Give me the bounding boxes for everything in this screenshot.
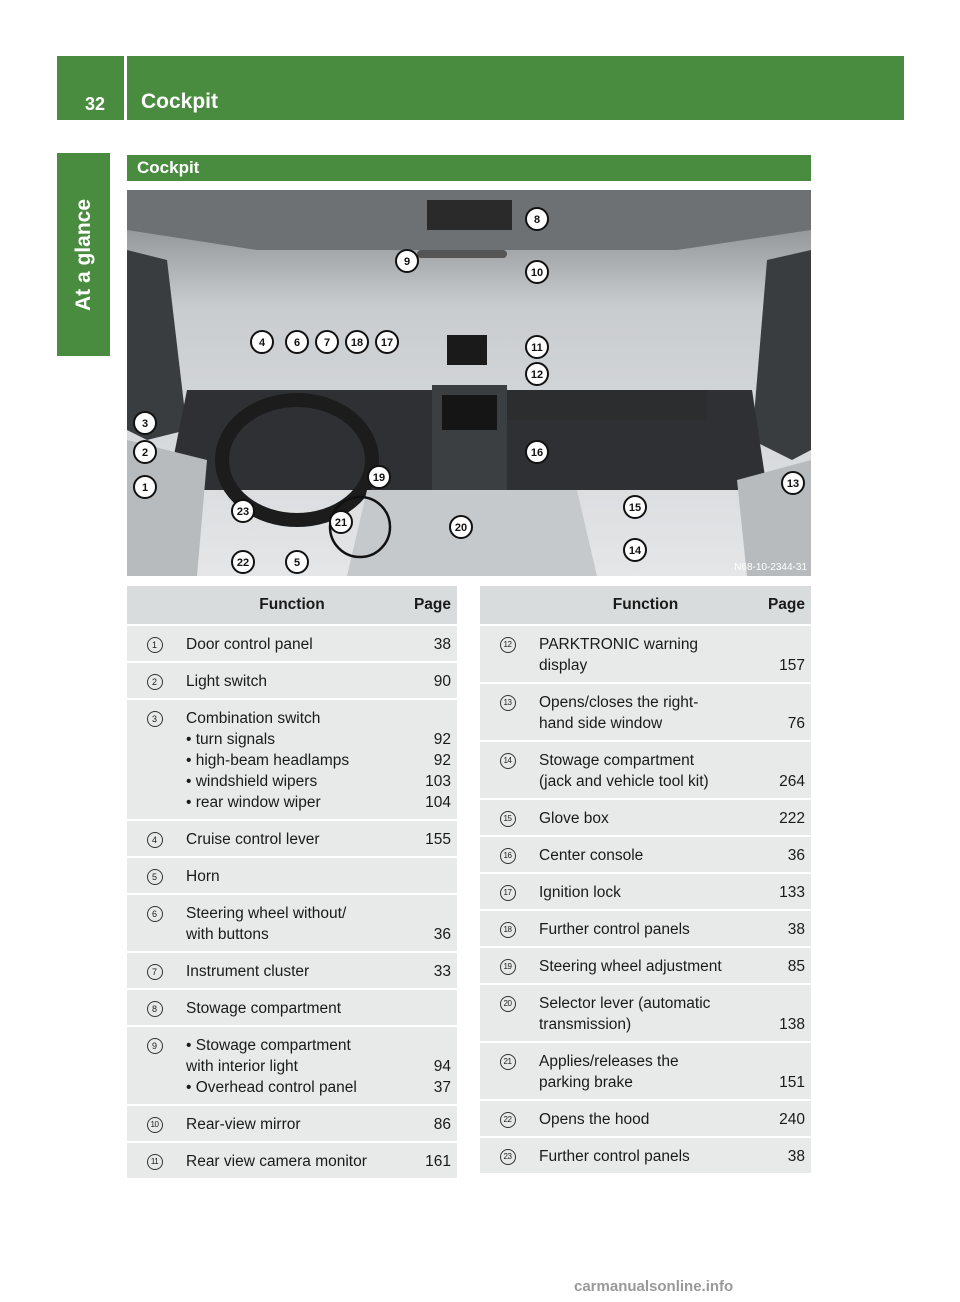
callout-21 [330, 511, 352, 533]
function-cell [535, 910, 756, 947]
item-number: 16 [500, 848, 516, 864]
item-number: 4 [147, 832, 163, 848]
function-cell [182, 820, 402, 857]
item-number: 17 [500, 885, 516, 901]
function-text: Ignition lock [539, 884, 621, 901]
callout-19 [368, 466, 390, 488]
item-number: 14 [500, 753, 516, 769]
sub-item [186, 792, 457, 813]
function-text: Rear-view mirror [186, 1116, 301, 1133]
function-cell [182, 1105, 402, 1142]
table-row [480, 873, 811, 910]
callout-11 [526, 336, 548, 358]
function-text: Steering wheel without/ with buttons [186, 905, 347, 943]
function-text: PARKTRONIC warning display [539, 636, 699, 674]
page-header [57, 56, 904, 120]
item-number-cell [480, 984, 535, 1042]
sub-item-page: 37 [433, 1079, 451, 1096]
page-cell [402, 989, 457, 1026]
item-number-cell [480, 1042, 535, 1100]
svg-text:8: 8 [533, 214, 541, 226]
page-cell: 86 [402, 1105, 457, 1142]
svg-text:13: 13 [786, 478, 800, 490]
sub-item-page: 104 [425, 794, 451, 811]
sub-item-page: 103 [425, 773, 451, 790]
callout-9 [396, 250, 418, 272]
function-cell [535, 1042, 756, 1100]
table-row [127, 952, 457, 989]
callout-20 [450, 516, 472, 538]
table-row [480, 910, 811, 947]
function-cell [182, 1142, 402, 1179]
section-heading [127, 155, 811, 181]
item-number: 9 [147, 1038, 163, 1054]
function-cell [182, 699, 457, 820]
callout-14 [624, 539, 646, 561]
page-cell: 76 [756, 683, 811, 741]
svg-text:23: 23 [236, 506, 250, 518]
col-function: Function [182, 586, 402, 625]
table-row [480, 1100, 811, 1137]
table-row [480, 625, 811, 683]
table-row [127, 989, 457, 1026]
callout-18 [346, 331, 368, 353]
svg-text:4: 4 [258, 337, 266, 349]
function-cell [535, 799, 756, 836]
col-function: Function [535, 586, 756, 625]
item-number: 11 [147, 1154, 163, 1170]
function-cell [182, 625, 402, 662]
item-number: 18 [500, 922, 516, 938]
watermark: carmanualsonline.info [574, 1278, 734, 1295]
table-row [480, 1137, 811, 1174]
item-number-cell [480, 947, 535, 984]
page-cell: 36 [756, 836, 811, 873]
item-number-cell [127, 820, 182, 857]
function-cell [535, 1137, 756, 1174]
function-cell [182, 894, 402, 952]
table-row [127, 894, 457, 952]
item-number-cell [127, 952, 182, 989]
callout-7 [316, 331, 338, 353]
callout-6 [286, 331, 308, 353]
item-number: 23 [500, 1149, 516, 1165]
col-num [480, 586, 535, 625]
callout-8 [526, 208, 548, 230]
svg-text:15: 15 [628, 502, 642, 514]
svg-text:3: 3 [141, 418, 149, 430]
svg-text:1: 1 [141, 482, 149, 494]
cockpit-photo [127, 190, 811, 576]
item-number-cell [480, 910, 535, 947]
item-number-cell [127, 1105, 182, 1142]
table-row [480, 1042, 811, 1100]
item-number: 8 [147, 1001, 163, 1017]
item-number-cell [127, 894, 182, 952]
svg-text:14: 14 [628, 545, 642, 557]
callout-17 [376, 331, 398, 353]
table-row [480, 741, 811, 799]
item-number-cell [480, 836, 535, 873]
svg-text:16: 16 [530, 447, 544, 459]
section-title: Cockpit [137, 158, 200, 177]
sub-item [186, 750, 457, 771]
function-table-left [127, 586, 457, 1180]
item-number: 20 [500, 996, 516, 1012]
function-cell [535, 741, 756, 799]
item-number: 2 [147, 674, 163, 690]
item-number-cell [127, 625, 182, 662]
sub-item-page: 94 [433, 1058, 451, 1075]
page-cell: 36 [402, 894, 457, 952]
item-number: 10 [147, 1117, 163, 1133]
function-cell [182, 1026, 457, 1105]
function-text: Selector lever (automatic transmission) [539, 995, 711, 1033]
sub-item-text: • windshield wipers [186, 773, 318, 790]
item-number: 7 [147, 964, 163, 980]
item-number: 21 [500, 1054, 516, 1070]
function-cell [535, 1100, 756, 1137]
page-cell [402, 857, 457, 894]
callout-22 [232, 551, 254, 573]
function-text: Opens/closes the right- hand side window [539, 694, 699, 732]
function-text: Further control panels [539, 921, 690, 938]
function-cell [535, 947, 756, 984]
function-text: Center console [539, 847, 644, 864]
sub-item-text: • rear window wiper [186, 794, 321, 811]
item-number-cell [480, 1137, 535, 1174]
col-num [127, 586, 182, 625]
callout-4 [251, 331, 273, 353]
sub-items [186, 1035, 457, 1098]
sub-item [186, 1035, 457, 1077]
function-text: Opens the hood [539, 1111, 650, 1128]
function-text: Instrument cluster [186, 963, 310, 980]
item-number: 13 [500, 695, 516, 711]
col-page: Page [402, 586, 457, 625]
table-row [127, 1142, 457, 1179]
item-number: 1 [147, 637, 163, 653]
table-row [127, 625, 457, 662]
callout-1 [134, 476, 156, 498]
page-cell: 38 [756, 910, 811, 947]
item-number-cell [480, 625, 535, 683]
svg-text:22: 22 [236, 557, 250, 569]
table-row [127, 662, 457, 699]
svg-text:12: 12 [530, 369, 544, 381]
function-cell [535, 683, 756, 741]
sub-item [186, 771, 457, 792]
item-number: 12 [500, 637, 516, 653]
function-text: Door control panel [186, 636, 313, 653]
svg-text:21: 21 [334, 517, 348, 529]
svg-text:10: 10 [530, 267, 544, 279]
svg-text:17: 17 [380, 337, 394, 349]
item-number-cell [127, 1142, 182, 1179]
sub-item-page: 92 [433, 731, 451, 748]
item-number: 5 [147, 869, 163, 885]
item-number-cell [480, 741, 535, 799]
item-number: 6 [147, 906, 163, 922]
svg-text:9: 9 [403, 256, 411, 268]
table-row [127, 699, 457, 820]
table-row [480, 947, 811, 984]
function-text: Combination switch [186, 710, 321, 727]
svg-text:5: 5 [293, 557, 301, 569]
function-cell [535, 836, 756, 873]
item-number-cell [127, 662, 182, 699]
item-number-cell [480, 683, 535, 741]
sub-item-text: • turn signals [186, 731, 275, 748]
svg-text:6: 6 [293, 337, 301, 349]
item-number-cell [127, 1026, 182, 1105]
callout-12 [526, 363, 548, 385]
callout-2 [134, 441, 156, 463]
page-cell: 33 [402, 952, 457, 989]
function-cell [182, 989, 402, 1026]
callout-15 [624, 496, 646, 518]
function-cell [535, 873, 756, 910]
item-number-cell [480, 1100, 535, 1137]
callout-13 [782, 472, 804, 494]
callout-10 [526, 261, 548, 283]
item-number-cell [127, 989, 182, 1026]
item-number-cell [480, 873, 535, 910]
page-cell: 133 [756, 873, 811, 910]
function-text: Glove box [539, 810, 609, 827]
col-page: Page [756, 586, 811, 625]
page-cell: 155 [402, 820, 457, 857]
item-number: 22 [500, 1112, 516, 1128]
function-cell [182, 857, 402, 894]
page-cell: 161 [402, 1142, 457, 1179]
function-cell [535, 984, 756, 1042]
callout-16 [526, 441, 548, 463]
page-title: Cockpit [141, 90, 219, 113]
function-text: Light switch [186, 673, 267, 690]
function-text: Horn [186, 868, 220, 885]
sub-items [186, 729, 457, 813]
item-number-cell [480, 799, 535, 836]
svg-text:7: 7 [323, 337, 331, 349]
sub-item [186, 1077, 457, 1098]
header-divider [124, 56, 127, 120]
function-text: Further control panels [539, 1148, 690, 1165]
item-number: 3 [147, 711, 163, 727]
page-number: 32 [85, 94, 106, 114]
page-cell: 240 [756, 1100, 811, 1137]
chapter-tab [57, 153, 110, 356]
table-row [127, 820, 457, 857]
item-number: 19 [500, 959, 516, 975]
function-cell [535, 625, 756, 683]
function-table-right [480, 586, 811, 1175]
page-cell: 85 [756, 947, 811, 984]
svg-text:18: 18 [350, 337, 364, 349]
sub-item-text: • Overhead control panel [186, 1079, 357, 1096]
function-text: Applies/releases the parking brake [539, 1053, 679, 1091]
page-cell: 151 [756, 1042, 811, 1100]
item-number: 15 [500, 811, 516, 827]
page-cell: 157 [756, 625, 811, 683]
image-code: N68-10-2344-31 [734, 562, 807, 573]
sub-item-text: • Stowage compartment with interior light [186, 1037, 351, 1075]
callout-23 [232, 500, 254, 522]
sub-item [186, 729, 457, 750]
item-number-cell [127, 699, 182, 820]
function-cell [182, 662, 402, 699]
page-cell: 138 [756, 984, 811, 1042]
page-cell: 38 [402, 625, 457, 662]
function-text: Stowage compartment [186, 1000, 342, 1017]
table-row [127, 857, 457, 894]
page-cell: 38 [756, 1137, 811, 1174]
callout-3 [134, 412, 156, 434]
function-text: Cruise control lever [186, 831, 320, 848]
svg-text:19: 19 [372, 472, 386, 484]
sub-item-text: • high-beam headlamps [186, 752, 350, 769]
table-row [127, 1026, 457, 1105]
page-cell: 90 [402, 662, 457, 699]
function-cell [182, 952, 402, 989]
function-text: Rear view camera monitor [186, 1153, 367, 1170]
table-row [480, 683, 811, 741]
table-row [480, 836, 811, 873]
table-row [480, 984, 811, 1042]
callout-5 [286, 551, 308, 573]
chapter-tab-label: At a glance [71, 198, 95, 311]
svg-text:20: 20 [454, 522, 468, 534]
table-row [480, 799, 811, 836]
function-text: Stowage compartment (jack and vehicle tool kit) [539, 752, 709, 790]
svg-text:11: 11 [531, 342, 543, 354]
function-text: Steering wheel adjustment [539, 958, 722, 975]
page-cell: 222 [756, 799, 811, 836]
table-row [127, 1105, 457, 1142]
svg-text:2: 2 [141, 447, 149, 459]
page-cell: 264 [756, 741, 811, 799]
item-number-cell [127, 857, 182, 894]
sub-item-page: 92 [433, 752, 451, 769]
